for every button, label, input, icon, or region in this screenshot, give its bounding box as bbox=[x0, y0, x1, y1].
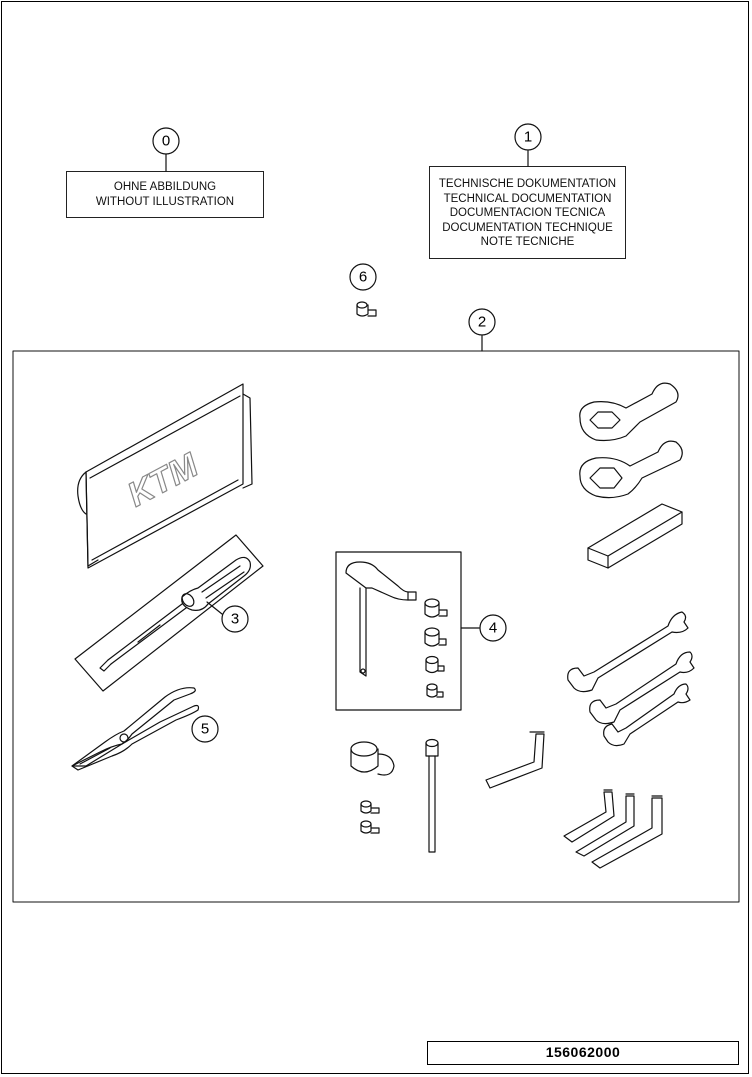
without-illustration-line-1: OHNE ABBILDUNG bbox=[113, 181, 217, 193]
socket-wrench-set bbox=[351, 740, 438, 853]
without-illustration-line-2: WITHOUT ILLUSTRATION bbox=[95, 195, 235, 208]
ring-wrench-large bbox=[580, 383, 678, 440]
ktm-logo-text: KTM bbox=[121, 446, 205, 515]
allen-key-set bbox=[336, 552, 461, 710]
ring-wrench-small bbox=[580, 441, 682, 497]
spacer-block bbox=[588, 504, 682, 568]
callout-1-number: 1 bbox=[523, 128, 533, 146]
tech-doc-line-2: TECHNICAL DOCUMENTATION bbox=[443, 192, 612, 205]
hex-key-set bbox=[564, 790, 662, 868]
toolkit-frame bbox=[13, 351, 739, 902]
callout-4-number: 4 bbox=[488, 619, 498, 637]
hex-bit bbox=[357, 302, 376, 316]
l-hex-key bbox=[486, 732, 544, 788]
open-end-wrenches bbox=[568, 612, 694, 746]
pliers bbox=[72, 688, 199, 770]
ktm-logo bbox=[121, 446, 204, 514]
tech-doc-line-3: DOCUMENTACION TECNICA bbox=[449, 207, 606, 219]
part-number: 156062000 bbox=[545, 1044, 621, 1060]
callout-3-number: 3 bbox=[230, 610, 240, 628]
callout-5-number: 5 bbox=[200, 720, 210, 738]
part-number-box bbox=[427, 1041, 739, 1065]
tech-doc-line-4: DOCUMENTATION TECHNIQUE bbox=[442, 221, 613, 234]
callout-2-number: 2 bbox=[477, 313, 487, 331]
tech-doc-line-5: NOTE TECNICHE bbox=[480, 236, 575, 248]
callouts bbox=[153, 124, 541, 742]
callout-6-number: 6 bbox=[358, 268, 368, 286]
tech-doc-line-1: TECHNISCHE DOKUMENTATION bbox=[438, 178, 617, 190]
callout-0-number: 0 bbox=[161, 132, 171, 150]
